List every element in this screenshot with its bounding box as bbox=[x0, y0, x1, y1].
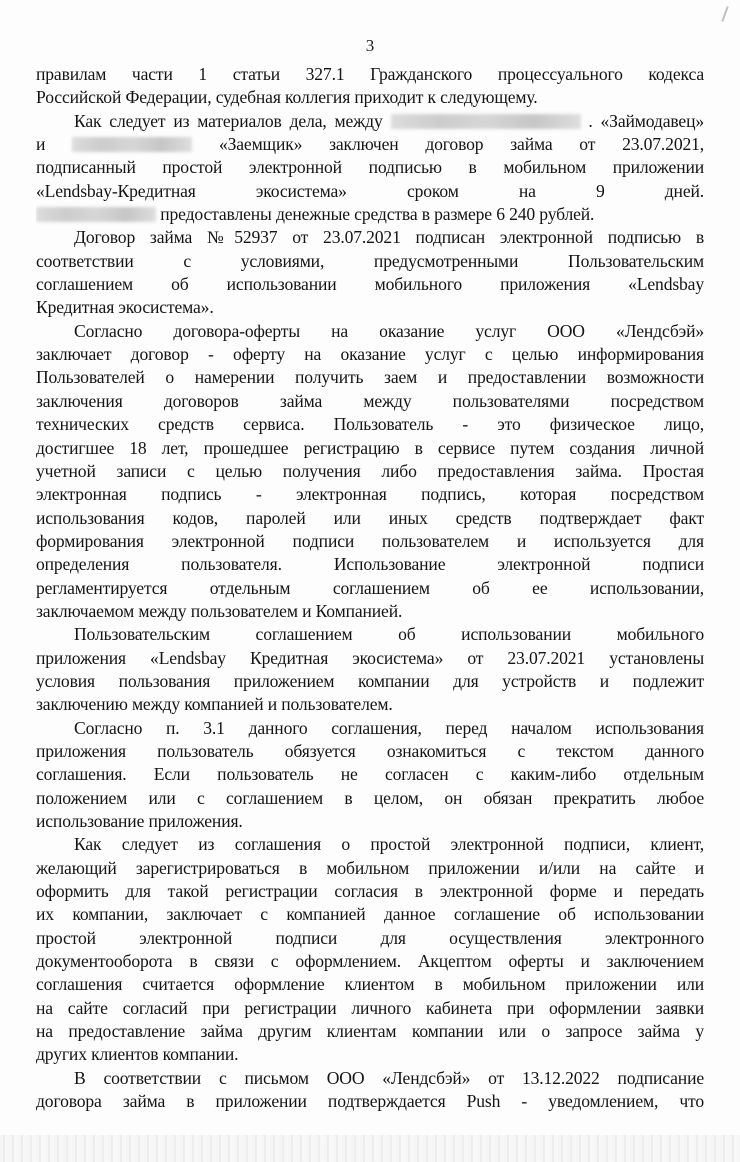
text-line: технических средств сервиса. Пользователь - это физическое лицо, bbox=[36, 414, 704, 435]
text-line: Согласно договора-оферты на оказание услуг ООО «Лендсбэй» bbox=[74, 320, 704, 341]
pen-mark bbox=[721, 6, 728, 22]
text-line: заключению между компанией и пользователем. bbox=[36, 694, 393, 715]
redacted-name bbox=[391, 114, 581, 129]
text-line: подписанный простой электронной подписью в мобильном приложении bbox=[36, 157, 704, 178]
scan-noise bbox=[0, 1135, 740, 1162]
text-line: условия пользования приложением компании для устройств и подлежит bbox=[36, 670, 704, 691]
text-line bbox=[36, 133, 704, 156]
text-line: простой электронной подписи для осуществления электронного bbox=[36, 927, 704, 948]
text-line bbox=[36, 110, 704, 133]
text-line: соответствии с условиями, предусмотренными Пользовательским bbox=[36, 250, 704, 271]
text-line: достигшее 18 лет, прошедшее регистрацию в сервисе путем создания личной bbox=[36, 437, 704, 458]
text-line: формирования электронной подписи пользователем и используется для bbox=[36, 530, 704, 551]
text-line: Пользовательским соглашением об использовании мобильного bbox=[74, 624, 704, 645]
text-line: заключает договор - оферту на оказание услуг с целью информирования bbox=[36, 344, 704, 365]
text-line: Согласно п. 3.1 данного соглашения, перед началом использования bbox=[74, 717, 704, 738]
text-line: регламентируется отдельным соглашением об ее использовании, bbox=[36, 577, 704, 598]
text-line: соглашением об использовании мобильного приложения «Lendsbay bbox=[36, 274, 704, 295]
text-line: приложения пользователь обязуется ознакомиться с текстом данного bbox=[36, 740, 704, 761]
text-line: учетной записи с целью получения либо предоставления займа. Простая bbox=[36, 460, 704, 481]
text-line: желающий зарегистрироваться в мобильном приложении и/или на сайте и bbox=[36, 857, 704, 878]
text-line: определения пользователя. Использование электронной подписи bbox=[36, 554, 704, 575]
text-line: использования кодов, паролей или иных средств подтверждает факт bbox=[36, 507, 704, 528]
redacted-name bbox=[72, 137, 192, 152]
text-line: приложения «Lendsbay Кредитная экосистема» от 23.07.2021 установлены bbox=[36, 647, 704, 668]
text-line: соглашения. Если пользователь не согласен с каким-либо отдельным bbox=[36, 764, 704, 785]
text-line: Как следует из соглашения о простой электронной подписи, клиент, bbox=[74, 834, 704, 855]
text-segment: «Заемщик» заключен договор займа от 23.07.2021, bbox=[192, 134, 704, 155]
text-line: Российской Федерации, судебная коллегия приходит к следующему. bbox=[36, 87, 538, 108]
text-line: электронная подпись - электронная подпись, которая посредством bbox=[36, 484, 704, 505]
text-line: на сайте согласий при регистрации личного кабинета при оформлении заявки bbox=[36, 997, 704, 1018]
text-line: заключения договоров займа между пользователями посредством bbox=[36, 390, 704, 411]
text-line: документооборота в связи с оформлением. Акцептом оферты и заключением bbox=[36, 951, 704, 972]
document-body bbox=[36, 63, 704, 1113]
text-line: Пользователей о намерении получить заем и предоставлении возможности bbox=[36, 367, 704, 388]
text-line: других клиентов компании. bbox=[36, 1044, 239, 1065]
text-line: их компании, заключает с компанией данное соглашение об использовании bbox=[36, 904, 704, 925]
text-line: положением или с соглашением в целом, он обязан прекратить любое bbox=[36, 787, 704, 808]
text-line: на предоставление займа другим клиентам компании или о запросе займа у bbox=[36, 1021, 704, 1042]
text-segment: Как следует из материалов дела, между bbox=[74, 110, 391, 131]
text-segment: и bbox=[36, 134, 73, 155]
text-line: договора займа в приложении подтверждается Push - уведомлением, что bbox=[36, 1091, 704, 1112]
text-line bbox=[36, 203, 704, 226]
text-line: заключаемом между пользователем и Компанией. bbox=[36, 600, 403, 621]
text-line: В соответствии с письмом ООО «Лендсбэй» от 13.12.2022 подписание bbox=[74, 1067, 704, 1088]
text-line: использование приложения. bbox=[36, 811, 243, 831]
text-segment: . «Займодавец» bbox=[580, 110, 704, 131]
text-line: правилам части 1 статьи 327.1 Гражданского процессуального кодекса bbox=[36, 64, 704, 84]
redacted-name bbox=[36, 207, 156, 222]
text-line: Договор займа №52937 от 23.07.2021 подписан электронной подписью в bbox=[74, 227, 704, 248]
text-line: «Lendsbay-Кредитная экосистема» сроком на 9 дней. bbox=[36, 180, 704, 201]
text-line: Кредитная экосистема». bbox=[36, 297, 214, 318]
text-line: соглашения считается оформление клиентом в мобильном приложении или bbox=[36, 974, 704, 995]
text-segment: предоставлены денежные средства в размере 6 240 рублей. bbox=[156, 204, 595, 225]
text-line: оформить для такой регистрации согласия в электронной форме и передать bbox=[36, 881, 704, 902]
page-number: 3 bbox=[365, 36, 375, 55]
